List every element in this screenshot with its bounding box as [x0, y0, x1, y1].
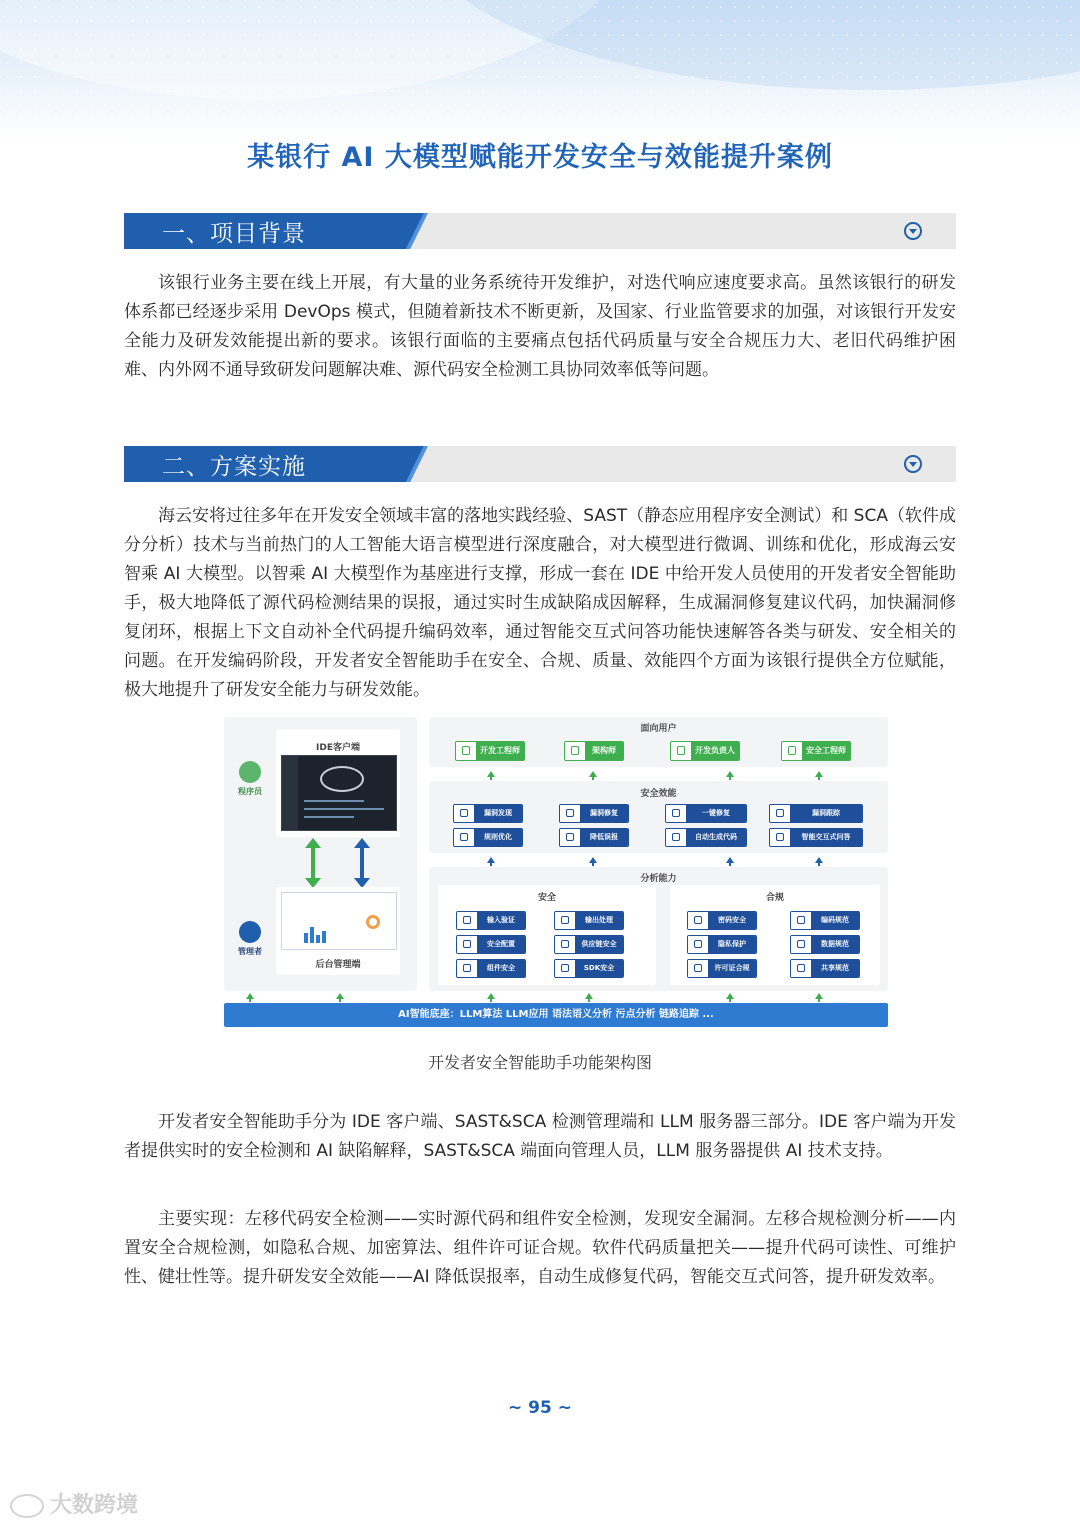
capability-tag: 编码规范	[790, 911, 860, 930]
page-title: 某银行 AI 大模型赋能开发安全与效能提升案例	[247, 142, 833, 173]
capability-tag: 数据规范	[790, 935, 860, 954]
ide-screenshot	[281, 755, 397, 831]
security-title: 安全	[537, 893, 556, 903]
ide-client-label: IDE客户端	[316, 743, 360, 753]
sync-arrow-icon	[360, 847, 364, 879]
capability-tag: 组件安全	[456, 959, 526, 978]
page-number: ~ 95 ~	[508, 1398, 572, 1418]
capability-tag: 供应链安全	[554, 935, 624, 954]
sync-arrow-icon	[311, 847, 315, 879]
watermark: 大数跨境	[10, 1488, 138, 1519]
header-decoration	[0, 0, 1080, 140]
ai-base-bar: AI智能底座：LLM算法 LLM应用 语法语义分析 污点分析 链路追踪 ...	[224, 1003, 888, 1027]
capability-tag: 安全配置	[456, 935, 526, 954]
paragraph: 开发者安全智能助手分为 IDE 客户端、SAST&SCA 检测管理端和 LLM 服务器三部分。IDE 客户端为开发者提供实时的安全检测和 AI 缺陷解释，SAST&SCA 端面向管理人员，LLM 服务器提供 AI 技术支持。	[124, 1112, 956, 1161]
user-tag: 开发工程师	[455, 741, 525, 761]
admin-label: 后台管理端	[315, 960, 361, 970]
section-heading-background	[124, 213, 956, 249]
role-programmer: 程序员	[230, 761, 270, 797]
capability-tag: 输入验证	[456, 911, 526, 930]
user-tag: 安全工程师	[781, 741, 851, 761]
programmer-icon	[239, 761, 261, 783]
watermark-logo-icon	[10, 1494, 44, 1518]
paragraph: 海云安将过往多年在开发安全领域丰富的落地实践经验、SAST（静态应用程序安全测试）和 SCA（软件成分分析）技术与当前热门的人工智能大语言模型进行深度融合，对大模型进行微调、训练和优化，形成海云安智乘 AI 大模型。以智乘 AI 大模型作为基座进行支撑，形成一套在 IDE 中给开发人员使用的开发者安全智能助手，极大地降低了源代码检测结果的误报，通过实时生成缺陷成因解释，生成漏洞修复建议代码，加快漏洞修复闭环，根据上下文自动补全代码提升编码效率，通过智能交互式问答功能快速解答各类与研发、安全相关的问题。在开发编码阶段，开发者安全智能助手在安全、合规、质量、效能四个方面为该银行提供全方位赋能，极大地提升了研发安全能力与研发效能。	[124, 506, 956, 700]
paragraph: 主要实现：左移代码安全检测——实时源代码和组件安全检测，发现安全漏洞。左移合规检测分析——内置安全合规检测，如隐私合规、加密算法、组件许可证合规。软件代码质量把关——提升代码可读性、可维护性、健壮性等。提升研发安全效能——AI 降低误报率，自动生成修复代码，智能交互式问答，提升研发效率。	[124, 1209, 956, 1287]
capability-tag: 漏洞跟踪	[769, 804, 863, 823]
capability-tag: 智能交互式问答	[769, 828, 863, 847]
section-title: 二、方案实施	[162, 454, 306, 480]
capability-tag: 规则优化	[453, 828, 523, 847]
capability-tag: 漏洞修复	[559, 804, 629, 823]
manager-icon	[239, 921, 261, 943]
capability-tag: 输出处理	[554, 911, 624, 930]
capability-tag: 一键修复	[665, 804, 747, 823]
chevron-down-icon[interactable]	[904, 222, 922, 240]
architecture-diagram	[224, 717, 888, 1029]
user-tag: 开发负责人	[670, 741, 740, 761]
section-title: 一、项目背景	[162, 221, 306, 247]
capability-tag: 密码安全	[687, 911, 757, 930]
capability-tag: 自动生成代码	[665, 828, 747, 847]
capability-tag: 隐私保护	[687, 935, 757, 954]
figure-caption: 开发者安全智能助手功能架构图	[427, 1053, 652, 1072]
capability-tag: 降低误报	[559, 828, 629, 847]
paragraph: 该银行业务主要在线上开展，有大量的业务系统待开发维护，对迭代响应速度要求高。虽然该银行的研发体系都已经逐步采用 DevOps 模式，但随着新技术不断更新，及国家、行业监管要求的加强，对该银行开发安全能力及研发效能提出新的要求。该银行面临的主要痛点包括代码质量与安全合规压力大、老旧代码维护困难、内外网不通导致研发问题解决难、源代码安全检测工具协同效率低等问题。	[124, 273, 956, 380]
section-heading-solution	[124, 446, 956, 482]
capability-tag: 漏洞发现	[453, 804, 523, 823]
capability-tag: 许可证合规	[687, 959, 757, 978]
capability-tag: 共享规范	[790, 959, 860, 978]
admin-screenshot	[281, 892, 397, 950]
role-manager: 管理者	[230, 921, 270, 957]
capability-tag: SDK安全	[554, 959, 624, 978]
user-tag: 架构师	[564, 741, 624, 761]
efficiency-title: 安全效能	[640, 789, 677, 799]
chevron-down-icon[interactable]	[904, 455, 922, 473]
users-title: 面向用户	[640, 724, 677, 734]
compliance-title: 合规	[765, 893, 784, 903]
analysis-title: 分析能力	[640, 874, 677, 884]
